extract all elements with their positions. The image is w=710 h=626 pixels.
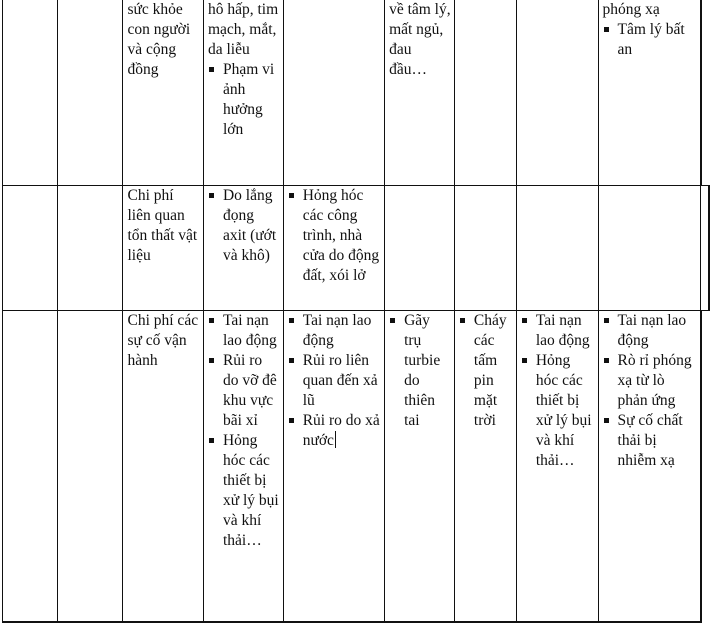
table-row bbox=[3, 185, 710, 310]
row-label-cell bbox=[123, 310, 203, 622]
blank-cell bbox=[3, 185, 58, 310]
row-label: sức khỏe con người và cộng đồng bbox=[127, 1, 191, 78]
bullet-item: Hỏng hóc các thiết bị xử lý bụi và khí thải… bbox=[208, 431, 280, 551]
table-cell bbox=[385, 0, 455, 185]
table-cell bbox=[385, 310, 455, 622]
blank-cell bbox=[58, 185, 123, 310]
bullet-item: Hỏng hóc các thiết bị xử lý bụi và khí thải… bbox=[521, 351, 595, 471]
table-cell bbox=[203, 185, 283, 310]
bullet-item: Tai nạn lao động bbox=[521, 311, 595, 351]
table-cell bbox=[598, 0, 700, 185]
bullet-list bbox=[389, 311, 451, 431]
table-cell bbox=[203, 310, 283, 622]
bullet-list bbox=[521, 311, 595, 471]
bullet-list bbox=[603, 311, 697, 471]
row-label-cell bbox=[123, 0, 203, 185]
cell-text: hô hấp, tim mạch, mắt, da liễu bbox=[207, 1, 279, 58]
blank-cell bbox=[3, 310, 58, 622]
text-cursor bbox=[335, 431, 336, 448]
row-label: Chi phí liên quan tổn thất vật liệu bbox=[127, 186, 198, 264]
cell-text: về tâm lý, mất ngủ, đau đầu… bbox=[389, 1, 451, 78]
bullet-item: Phạm vi ảnh hưởng lớn bbox=[208, 60, 280, 140]
bullet-item: Rủi ro do vỡ đê khu vực bãi xỉ bbox=[208, 351, 280, 431]
cell-text: phóng xạ bbox=[602, 1, 660, 18]
bullet-item: Tâm lý bất an bbox=[603, 20, 697, 60]
table-cell bbox=[598, 185, 700, 310]
bullet-item bbox=[288, 411, 381, 451]
table-cell bbox=[283, 310, 384, 622]
row-label: Chi phí các sự cố vận hành bbox=[127, 311, 199, 369]
blank-cell bbox=[58, 310, 123, 622]
bullet-item: Cháy các tấm pin mặt trời bbox=[459, 311, 513, 431]
table-cell bbox=[283, 185, 384, 310]
bullet-list bbox=[603, 20, 697, 60]
table-row bbox=[3, 0, 710, 185]
bullet-list bbox=[288, 311, 381, 451]
table-cell bbox=[701, 185, 710, 310]
table-cell bbox=[283, 0, 384, 185]
bullet-item: Gãy trụ turbie do thiên tai bbox=[389, 311, 451, 431]
blank-cell bbox=[3, 0, 58, 185]
table-cell bbox=[203, 0, 283, 185]
bullet-item: Tai nạn lao động bbox=[288, 311, 381, 351]
bullet-list bbox=[288, 186, 381, 286]
bullet-item: Rủi ro liên quan đến xả lũ bbox=[288, 351, 381, 411]
cost-table bbox=[2, 0, 710, 623]
bullet-list bbox=[208, 186, 280, 266]
table-cell bbox=[454, 0, 516, 185]
bullet-item: Tai nạn lao động bbox=[603, 311, 697, 351]
bullet-item: Hỏng hóc các công trình, nhà cửa do động đất, xói lở bbox=[288, 186, 381, 286]
table-cell bbox=[454, 310, 516, 622]
table-cell bbox=[385, 185, 455, 310]
blank-cell bbox=[58, 0, 123, 185]
table-cell bbox=[516, 0, 598, 185]
bullet-item: Rò rỉ phóng xạ từ lò phản ứng bbox=[603, 351, 697, 411]
bullet-list bbox=[208, 311, 280, 551]
bullet-item: Sự cố chất thải bị nhiễm xạ bbox=[603, 411, 697, 471]
table-cell bbox=[454, 185, 516, 310]
table-cell bbox=[598, 310, 700, 622]
row-label-cell bbox=[123, 185, 203, 310]
bullet-list bbox=[459, 311, 513, 431]
bullet-item: Tai nạn lao động bbox=[208, 311, 280, 351]
bullet-text: Rủi ro do xả nước bbox=[302, 411, 380, 449]
table-cell bbox=[516, 185, 598, 310]
bullet-list bbox=[208, 60, 280, 140]
table-row bbox=[3, 310, 710, 622]
table-cell bbox=[516, 310, 598, 622]
bullet-item: Do lắng đọng axit (ướt và khô) bbox=[208, 186, 280, 266]
